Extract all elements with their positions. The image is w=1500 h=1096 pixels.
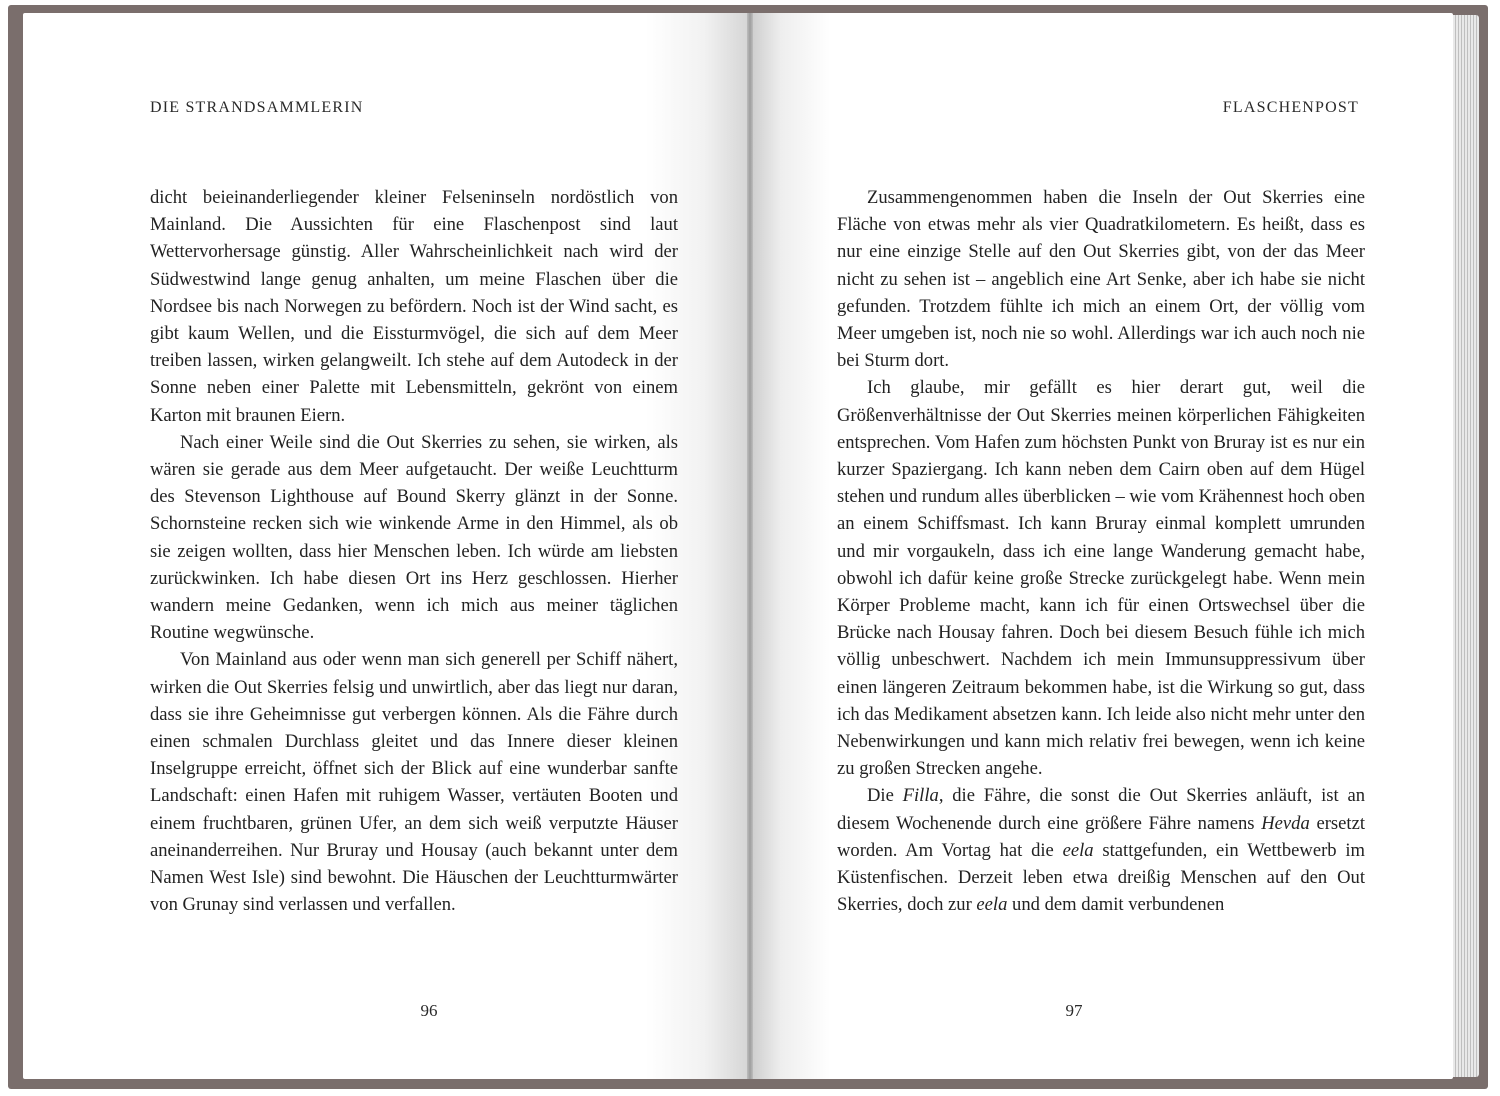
left-page [23,13,747,1079]
right-page [753,13,1453,1079]
paragraph: Von Mainland aus oder wenn man sich generell per Schiff nähert, wirken die Out Skerries felsig und unwirtlich, aber das liegt nur daran, dass sie ihre Geheimnisse gut verbergen können. Als die Fähre durch einen schmalen Durchlass gleitet und das Innere dieser kleinen Inselgruppe erreicht, öffnet sich der Blick auf eine wunderbar sanfte Landschaft: einen Hafen mit ruhigem Wasser, vertäuten Booten und einem fruchtbaren, grünen Ufer, an dem sich weiß verputzte Häuser aneinanderreihen. Nur Bruray und Housay (auch bekannt unter dem Namen West Isle) sind bewohnt. Die Häuschen der Leuchtturmwärter von Grunay sind verlassen und verfallen. [150,649,678,916]
right-page-text [837,184,1365,918]
text-run: stattgefunden, ein Wettbewerb im Küstenfischen. Derzeit leben etwa dreißig Menschen auf den Out Skerries, doch zur [837,839,1365,916]
page-edge-stack [1453,15,1479,1077]
ship-name-hevda: Hevda [1261,812,1310,834]
running-head-left: DIE STRANDSAMMLERIN [150,99,364,116]
page-number-right: 97 [1065,1001,1083,1020]
text-run: und dem damit verbundenen [1007,894,1225,916]
ship-name-filla: Filla [902,785,939,807]
text-run: Die [867,785,903,807]
running-head-right: FLASCHENPOST [1222,99,1359,116]
page-number-left: 96 [420,1001,438,1020]
open-book [8,5,1488,1089]
term-eela: eela [976,894,1008,916]
paragraph: dicht beieinanderliegender kleiner Felseninseln nordöstlich von Mainland. Die Aussichten für eine Flaschenpost sind laut Wettervorhersage günstig. Aller Wahrscheinlichkeit nach wird der Südwestwind lange genug anhalten, um meine Flaschen über die Nordsee bis nach Norwegen zu befördern. Noch ist der Wind sacht, es gibt kaum Wellen, und die Eissturmvögel, die sich auf dem Meer treiben lassen, wirken gelangweilt. Ich stehe auf dem Autodeck in der Sonne neben einer Palette mit Lebensmitteln, gekrönt von einem Karton mit braunen Eiern. [150,187,678,426]
paragraph-with-italics [837,782,1365,918]
term-eela: eela [1062,839,1094,861]
left-page-text [150,184,678,918]
paragraph: Nach einer Weile sind die Out Skerries zu sehen, sie wirken, als wären sie gerade aus dem Meer aufgetaucht. Der weiße Leuchtturm des Stevenson Lighthouse auf Bound Skerry glänzt in der Sonne. Schornsteine recken sich wie winkende Arme in den Himmel, als ob sie zeigen wollten, dass hier Menschen leben. Ich würde am liebsten zurückwinken. Ich habe diesen Ort ins Herz geschlossen. Hierher wandern meine Gedanken, wenn ich mich aus meiner täglichen Routine wegwünsche. [150,431,678,644]
paragraph: Ich glaube, mir gefällt es hier derart gut, weil die Größenverhältnisse der Out Skerries meinen körperlichen Fähigkeiten entsprechen. Vom Hafen zum höchsten Punkt von Bruray ist es nur ein kurzer Spaziergang. Ich kann neben dem Cairn oben auf dem Hügel stehen und rundum alles überblicken – wie vom Krähennest hoch oben an einem Schiffsmast. Ich kann Bruray einmal komplett umrunden und mir vorgaukeln, dass ich eine lange Wanderung gemacht habe, obwohl ich dafür keine große Strecke zurückgelegt habe. Wenn mein Körper Probleme macht, kann ich für einen Ortswechsel über die Brücke nach Housay fahren. Doch bei diesem Besuch fühle ich mich völlig unbeschwert. Nachdem ich mein Immunsuppressivum über einen längeren Zeitraum bekommen habe, ist die Wirkung so gut, dass ich das Medikament absetzen kann. Ich leide also nicht mehr unter den Nebenwirkungen und kann mich relativ frei bewegen, wenn ich keine zu großen Strecken angehe. [837,377,1365,780]
text-run: , die Fähre, die sonst die Out Skerries anläuft, ist an diesem Wochenende durch eine größere Fähre namens [837,785,1365,834]
paragraph: Zusammengenommen haben die Inseln der Out Skerries eine Fläche von etwas mehr als vier Quadratkilometern. Es heißt, dass es nur eine einzige Stelle auf den Out Skerries gibt, von der das Meer nicht zu sehen ist – angeblich eine Art Senke, aber ich habe sie nicht gefunden. Trotzdem fühlte ich mich an einem Ort, der völlig vom Meer umgeben ist, noch nie so wohl. Allerdings war ich auch noch nie bei Sturm dort. [837,187,1365,372]
text-run: ersetzt worden. Am Vortag hat die [837,812,1365,861]
